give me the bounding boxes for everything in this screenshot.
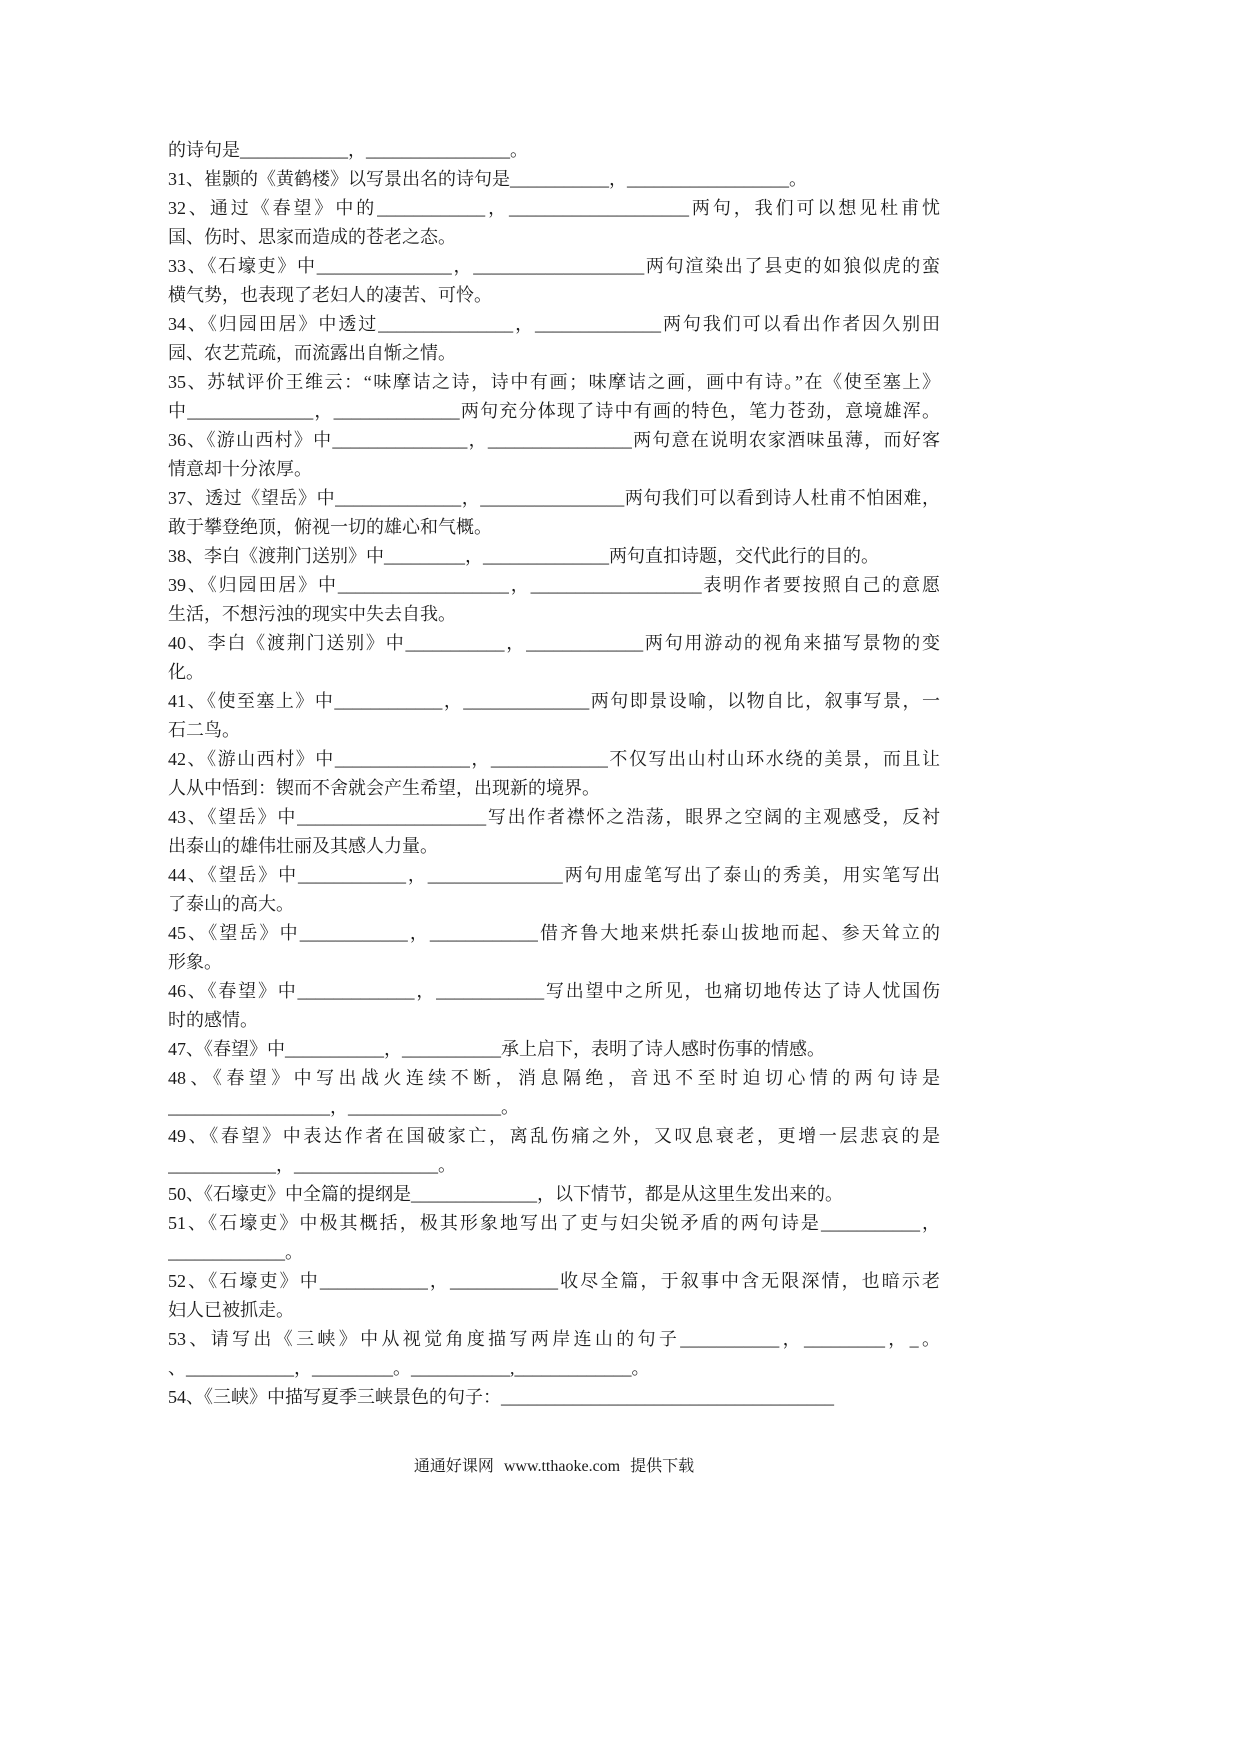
question-50-line-1: 50、《石壕吏》中全篇的提纲是______________，以下情节，都是从这里生发出来的。 <box>168 1184 843 1204</box>
question-48-line-1: 48、《春望》中写出战火连续不断，消息隔绝，音迅不至时迫切心情的两句诗是 <box>168 1068 940 1088</box>
question-32 <box>168 194 940 252</box>
question-43 <box>168 803 940 861</box>
question-45-line-1: 45、《望岳》中____________，____________借齐鲁大地来烘托泰山拔地而起、参天耸立的 <box>168 923 940 943</box>
question-41 <box>168 687 940 745</box>
question-34 <box>168 310 940 368</box>
question-45-line-2: 形象。 <box>168 952 222 972</box>
question-33-line-2: 横气势，也表现了老妇人的凄苦、可怜。 <box>168 285 492 305</box>
question-33 <box>168 252 940 310</box>
footer-credit: 通通好课网 www.tthaoke.com 提供下载 <box>413 1458 695 1475</box>
question-51-line-2: _____________。 <box>168 1242 303 1262</box>
question-40-line-1: 40、李白《渡荆门送别》中___________，_____________两句用游动的视角来描写景物的变 <box>168 633 940 653</box>
question-36-line-2: 情意却十分浓厚。 <box>168 459 312 479</box>
question-44-line-2: 了泰山的高大。 <box>168 894 294 914</box>
question-43-line-1: 43、《望岳》中_____________________写出作者襟怀之浩荡，眼界之空阔的主观感受，反衬 <box>168 807 940 827</box>
question-32-line-1: 32、通过《春望》中的____________，____________________两句，我们可以想见杜甫忧 <box>168 198 940 218</box>
question-39-line-1: 39、《归园田居》中___________________，___________________表明作者要按照自己的意愿 <box>168 575 940 595</box>
question-53-line-2: 、____________，_________。___________,_____________。 <box>168 1358 650 1378</box>
question-52 <box>168 1267 940 1325</box>
question-45 <box>168 919 940 977</box>
question-40 <box>168 629 940 687</box>
question-46-line-2: 时的感情。 <box>168 1010 258 1030</box>
question-42-line-2: 人从中悟到：锲而不舍就会产生希望，出现新的境界。 <box>168 778 600 798</box>
question-44 <box>168 861 940 919</box>
question-37-line-1: 37、透过《望岳》中______________，________________两句我们可以看到诗人杜甫不怕困难， <box>168 488 940 508</box>
question-52-line-2: 妇人已被抓走。 <box>168 1300 294 1320</box>
question-42-line-1: 42、《游山西村》中_______________，_____________不仅写出山村山环水绕的美景，而且让 <box>168 749 940 769</box>
question-42 <box>168 745 940 803</box>
question-49-line-1: 49、《春望》中表达作者在国破家亡，离乱伤痛之外，又叹息衰老，更增一层悲哀的是 <box>168 1126 940 1146</box>
question-37 <box>168 484 940 542</box>
question-35-line-2: 中______________，______________两句充分体现了诗中有画的特色，笔力苍劲，意境雄浑。 <box>168 401 940 421</box>
question-47-line-1: 47、《春望》中___________，___________承上启下，表明了诗人感时伤事的情感。 <box>168 1039 825 1059</box>
question-34-line-2: 园、农艺荒疏，而流露出自惭之情。 <box>168 343 456 363</box>
question-37-line-2: 敢于攀登绝顶，俯视一切的雄心和气概。 <box>168 517 492 537</box>
question-50 <box>168 1180 940 1209</box>
question-31-line-1: 31、崔颢的《黄鹤楼》以写景出名的诗句是___________，__________________。 <box>168 169 807 189</box>
question-38 <box>168 542 940 571</box>
question-43-line-2: 出泰山的雄伟壮丽及其感人力量。 <box>168 836 438 856</box>
question-list <box>168 136 940 1412</box>
question-48 <box>168 1064 940 1122</box>
question-53 <box>168 1325 940 1383</box>
question-44-line-1: 44、《望岳》中____________，_______________两句用虚笔写出了泰山的秀美，用实笔写出 <box>168 865 940 885</box>
question-49-line-2: ____________，________________。 <box>168 1155 456 1175</box>
question-35-line-1: 35、苏轼评价王维云：“味摩诘之诗，诗中有画；味摩诘之画，画中有诗。”在《使至塞上》 <box>168 372 940 392</box>
question-49 <box>168 1122 940 1180</box>
question-54 <box>168 1383 940 1412</box>
question-34-line-1: 34、《归园田居》中透过_______________，______________两句我们可以看出作者因久别田 <box>168 314 940 334</box>
question-31 <box>168 165 940 194</box>
carryover-line: 的诗句是____________，________________。 <box>168 140 528 160</box>
question-39-line-2: 生活，不想污浊的现实中失去自我。 <box>168 604 456 624</box>
question-51 <box>168 1209 940 1267</box>
question-41-line-1: 41、《使至塞上》中____________，______________两句即景设喻，以物自比，叙事写景，一 <box>168 691 940 711</box>
question-47 <box>168 1035 940 1064</box>
question-52-line-1: 52、《石壕吏》中____________，____________收尽全篇，于叙事中含无限深情，也暗示老 <box>168 1271 940 1291</box>
question-39 <box>168 571 940 629</box>
question-51-line-1: 51、《石壕吏》中极其概括，极其形象地写出了吏与妇尖锐矛盾的两句诗是___________， <box>168 1213 940 1233</box>
question-38-line-1: 38、李白《渡荆门送别》中_________，______________两句直扣诗题，交代此行的目的。 <box>168 546 879 566</box>
question-36 <box>168 426 940 484</box>
question-53-line-1: 53、请写出《三峡》中从视觉角度描写两岸连山的句子___________，_________，_。 <box>168 1329 940 1349</box>
question-33-line-1: 33、《石壕吏》中_______________，___________________两句渲染出了县吏的如狼似虎的蛮 <box>168 256 940 276</box>
question-36-line-1: 36、《游山西村》中_______________，________________两句意在说明农家酒味虽薄，而好客 <box>168 430 940 450</box>
question-48-line-2: __________________，_________________。 <box>168 1097 519 1117</box>
question-46-line-1: 46、《春望》中_____________，____________写出望中之所见，也痛切地传达了诗人忧国伤 <box>168 981 940 1001</box>
question-35 <box>168 368 940 426</box>
question-41-line-2: 石二鸟。 <box>168 720 240 740</box>
question-46 <box>168 977 940 1035</box>
question-40-line-2: 化。 <box>168 662 204 682</box>
question-32-line-2: 国、伤时、思家而造成的苍老之态。 <box>168 227 456 247</box>
question-54-line-1: 54、《三峡》中描写夏季三峡景色的句子：_____________________________________ <box>168 1387 834 1407</box>
